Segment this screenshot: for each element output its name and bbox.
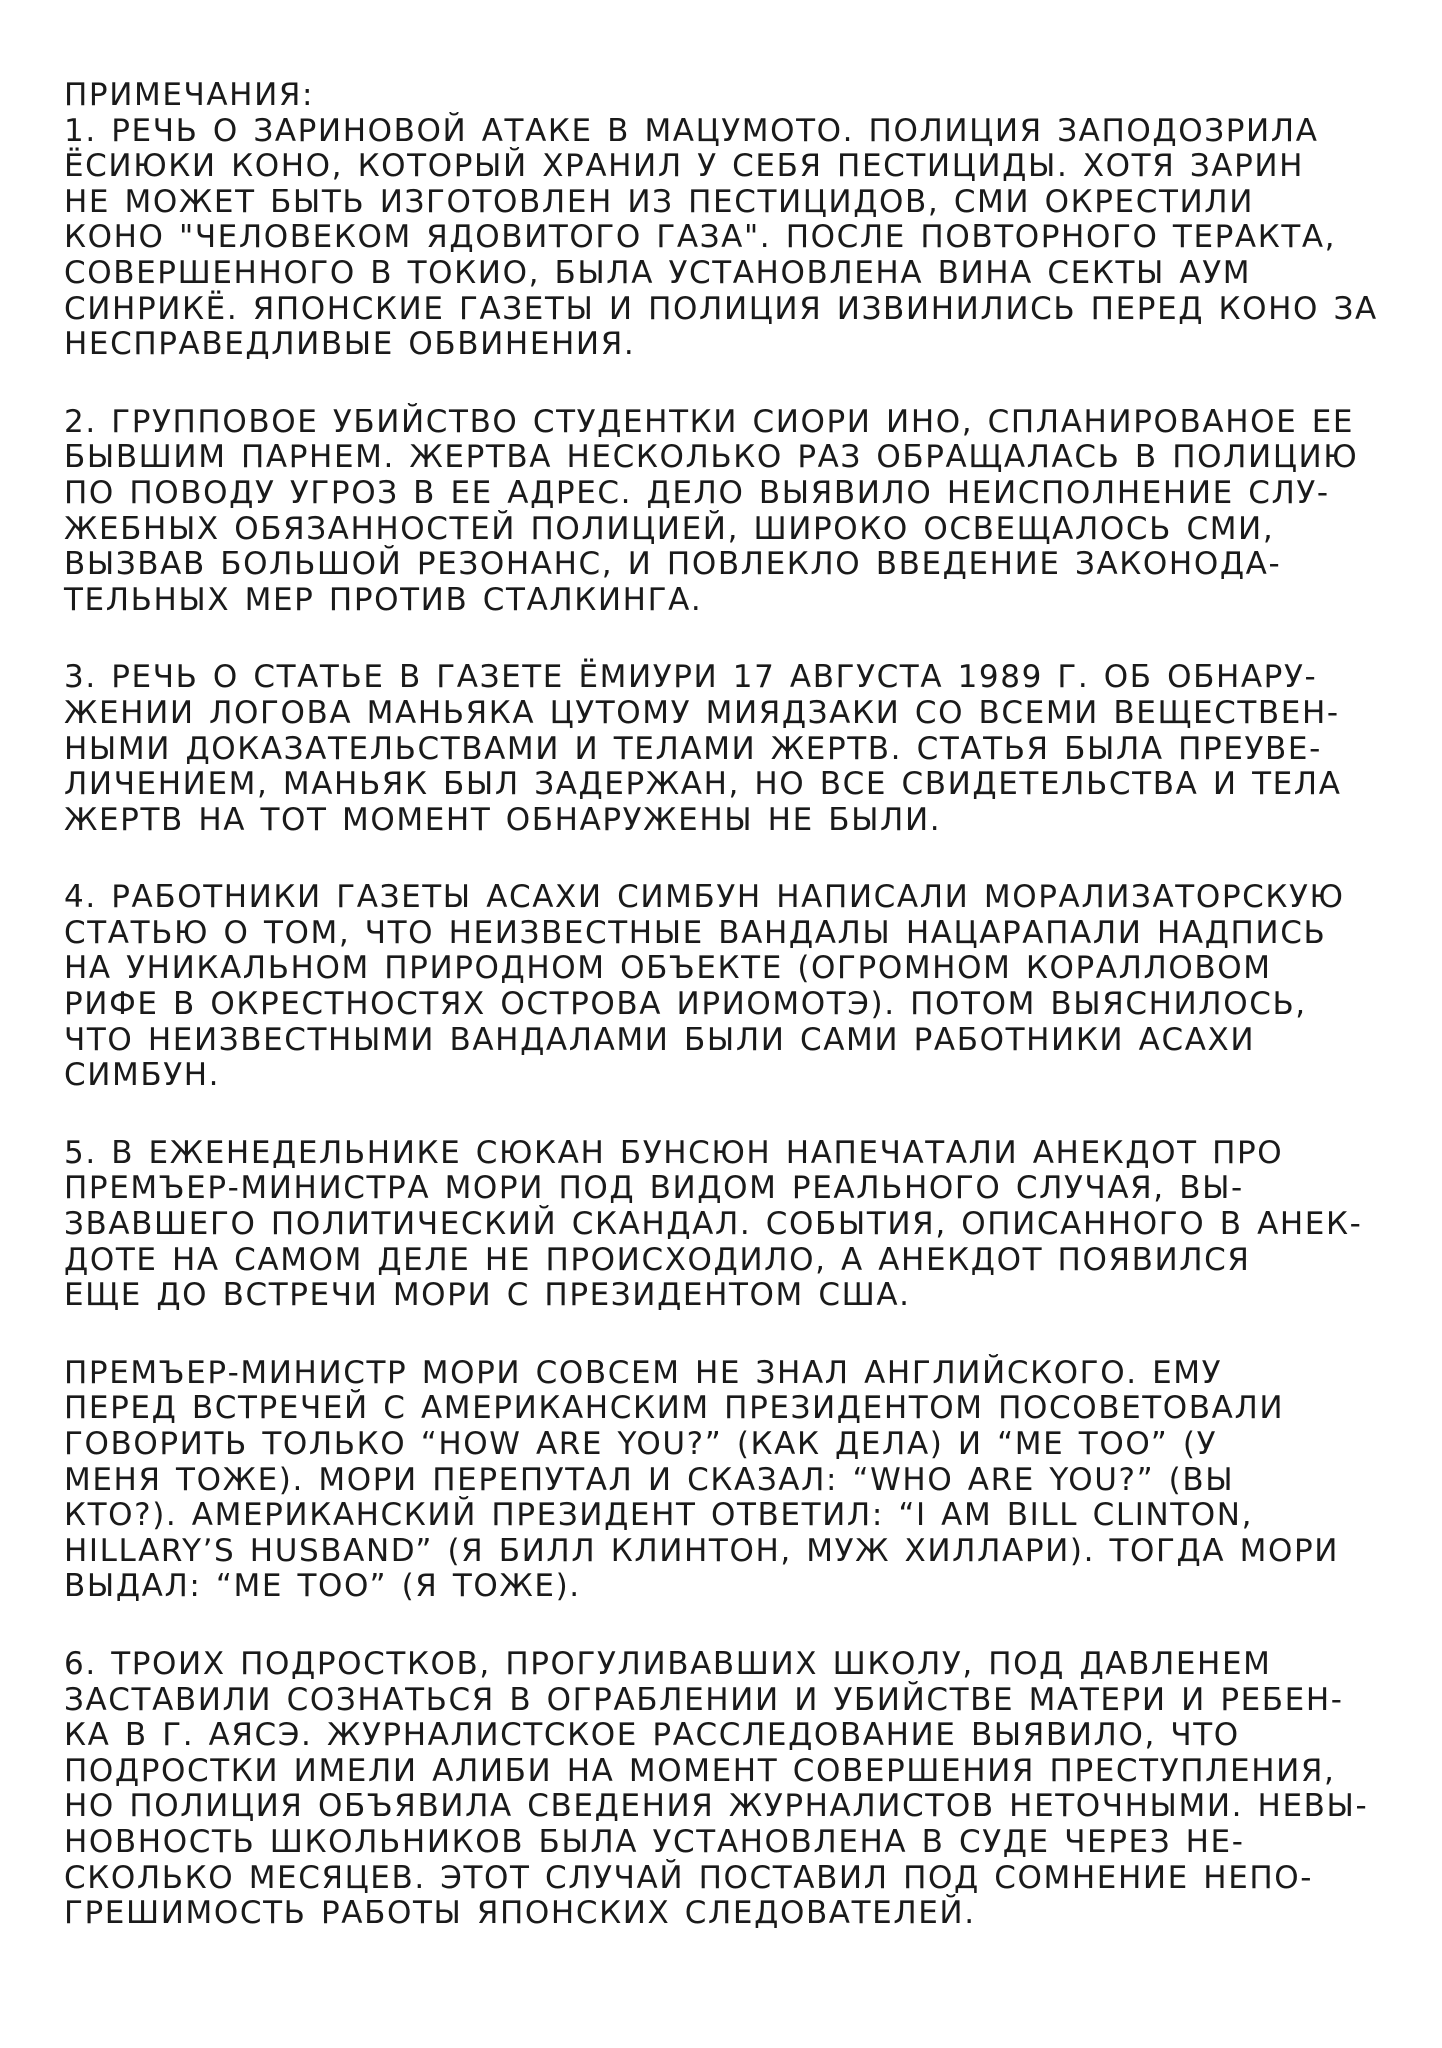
note-line: 6. ТРОИХ ПОДРОСТКОВ, ПРОГУЛИВАВШИХ ШКОЛУ, ПОД ДАВЛЕНЕМ	[64, 1645, 1272, 1682]
note-1	[64, 112, 1378, 363]
note-line: ПРЕМЪЕР-МИНИСТРА МОРИ ПОД ВИДОМ РЕАЛЬНОГО СЛУЧАЯ, ВЫ-	[64, 1170, 1244, 1207]
note-line: СОВЕРШЕННОГО В ТОКИО, БЫЛА УСТАНОВЛЕНА ВИНА СЕКТЫ АУМ	[64, 254, 1252, 291]
notes-text	[64, 77, 1378, 1974]
note-line: ПЕРЕД ВСТРЕЧЕЙ С АМЕРИКАНСКИМ ПРЕЗИДЕНТОМ ПОСОВЕТОВАЛИ	[64, 1390, 1285, 1427]
note-line: ПРЕМЪЕР-МИНИСТР МОРИ СОВСЕМ НЕ ЗНАЛ АНГЛИЙСКОГО. ЕМУ	[64, 1354, 1223, 1391]
note-line: ВЫЗВАВ БОЛЬШОЙ РЕЗОНАНС, И ПОВЛЕКЛО ВВЕДЕНИЕ ЗАКОНОДА-	[64, 546, 1282, 583]
note-line: ЗВАВШЕГО ПОЛИТИЧЕСКИЙ СКАНДАЛ. СОБЫТИЯ, ОПИСАННОГО В АНЕК-	[64, 1206, 1363, 1243]
note-line: КОНО "ЧЕЛОВЕКОМ ЯДОВИТОГО ГАЗА". ПОСЛЕ ПОВТОРНОГО ТЕРАКТА,	[64, 219, 1337, 256]
note-line: ВЫДАЛ: “ME TOO” (Я ТОЖЕ).	[64, 1568, 581, 1605]
note-line: БЫВШИМ ПАРНЕМ. ЖЕРТВА НЕСКОЛЬКО РАЗ ОБРАЩАЛАСЬ В ПОЛИЦИЮ	[64, 439, 1359, 476]
note-line: ЛИЧЕНИЕМ, МАНЬЯК БЫЛ ЗАДЕРЖАН, НО ВСЕ СВИДЕТЕЛЬСТВА И ТЕЛА	[64, 766, 1342, 803]
note-3	[64, 660, 1374, 838]
notes-heading: ПРИМЕЧАНИЯ:	[64, 77, 315, 113]
note-line: НОВНОСТЬ ШКОЛЬНИКОВ БЫЛА УСТАНОВЛЕНА В СУДЕ ЧЕРЕЗ НЕ-	[64, 1823, 1245, 1860]
note-5	[64, 1136, 1374, 1314]
note-line: МЕНЯ ТОЖЕ). МОРИ ПЕРЕПУТАЛ И СКАЗАЛ: “WHO ARE YOU?” (ВЫ	[64, 1461, 1235, 1498]
note-line: 5. В ЕЖЕНЕДЕЛЬНИКЕ СЮКАН БУНСЮН НАПЕЧАТАЛИ АНЕКДОТ ПРО	[64, 1134, 1284, 1171]
note-line: СИМБУН.	[64, 1057, 221, 1094]
note-line: ЖЕБНЫХ ОБЯЗАННОСТЕЙ ПОЛИЦИЕЙ, ШИРОКО ОСВЕЩАЛОСЬ СМИ,	[64, 510, 1275, 547]
note-2	[64, 405, 1374, 619]
note-line: 4. РАБОТНИКИ ГАЗЕТЫ АСАХИ СИМБУН НАПИСАЛИ МОРАЛИЗАТОРСКУЮ	[64, 879, 1345, 916]
note-line: HILLARY’S HUSBAND” (Я БИЛЛ КЛИНТОН, МУЖ ХИЛЛАРИ). ТОГДА МОРИ	[64, 1532, 1340, 1569]
note-line: ЁСИЮКИ КОНО, КОТОРЫЙ ХРАНИЛ У СЕБЯ ПЕСТИЦИДЫ. ХОТЯ ЗАРИН	[64, 148, 1305, 185]
note-line: ЖЕНИИ ЛОГОВА МАНЬЯКА ЦУТОМУ МИЯДЗАКИ СО ВСЕМИ ВЕЩЕСТВЕН-	[64, 694, 1340, 731]
note-line: СИНРИКЁ. ЯПОНСКИЕ ГАЗЕТЫ И ПОЛИЦИЯ ИЗВИНИЛИСЬ ПЕРЕД КОНО ЗА	[64, 290, 1378, 327]
note-line: ТЕЛЬНЫХ МЕР ПРОТИВ СТАЛКИНГА.	[64, 581, 703, 618]
note-line: НЕ МОЖЕТ БЫТЬ ИЗГОТОВЛЕН ИЗ ПЕСТИЦИДОВ, СМИ ОКРЕСТИЛИ	[64, 183, 1255, 220]
note-line: НО ПОЛИЦИЯ ОБЪЯВИЛА СВЕДЕНИЯ ЖУРНАЛИСТОВ НЕТОЧНЫМИ. НЕВЫ-	[64, 1788, 1369, 1825]
note-line: 3. РЕЧЬ О СТАТЬЕ В ГАЗЕТЕ ЁМИУРИ 17 АВГУСТА 1989 Г. ОБ ОБНАРУ-	[64, 659, 1318, 696]
note-line: 2. ГРУППОВОЕ УБИЙСТВО СТУДЕНТКИ СИОРИ ИНО, СПЛАНИРОВАНОЕ ЕЕ	[64, 403, 1355, 440]
note-line: НА УНИКАЛЬНОМ ПРИРОДНОМ ОБЪЕКТЕ (ОГРОМНОМ КОРАЛЛОВОМ	[64, 950, 1272, 987]
note-line: СКОЛЬКО МЕСЯЦЕВ. ЭТОТ СЛУЧАЙ ПОСТАВИЛ ПОД СОМНЕНИЕ НЕПО-	[64, 1859, 1314, 1896]
note-5-anecdote	[64, 1356, 1374, 1605]
note-line: ГРЕШИМОСТЬ РАБОТЫ ЯПОНСКИХ СЛЕДОВАТЕЛЕЙ.	[64, 1895, 976, 1932]
note-line: ЧТО НЕИЗВЕСТНЫМИ ВАНДАЛАМИ БЫЛИ САМИ РАБОТНИКИ АСАХИ	[64, 1021, 1256, 1058]
note-line: НЕСПРАВЕДЛИВЫЕ ОБВИНЕНИЯ.	[64, 326, 636, 363]
note-line: РИФЕ В ОКРЕСТНОСТЯХ ОСТРОВА ИРИОМОТЭ). ПОТОМ ВЫЯСНИЛОСЬ,	[64, 986, 1307, 1023]
note-line: ПОДРОСТКИ ИМЕЛИ АЛИБИ НА МОМЕНТ СОВЕРШЕНИЯ ПРЕСТУПЛЕНИЯ,	[64, 1752, 1336, 1789]
note-line: СТАТЬЮ О ТОМ, ЧТО НЕИЗВЕСТНЫЕ ВАНДАЛЫ НАЦАРАПАЛИ НАДПИСЬ	[64, 914, 1327, 951]
note-line: ПО ПОВОДУ УГРОЗ В ЕЕ АДРЕС. ДЕЛО ВЫЯВИЛО НЕИСПОЛНЕНИЕ СЛУ-	[64, 474, 1330, 511]
note-line: 1. РЕЧЬ О ЗАРИНОВОЙ АТАКЕ В МАЦУМОТО. ПОЛИЦИЯ ЗАПОДОЗРИЛА	[64, 112, 1319, 149]
note-line: НЫМИ ДОКАЗАТЕЛЬСТВАМИ И ТЕЛАМИ ЖЕРТВ. СТАТЬЯ БЫЛА ПРЕУВЕ-	[64, 730, 1322, 767]
note-line: ЗАСТАВИЛИ СОЗНАТЬСЯ В ОГРАБЛЕНИИ И УБИЙСТВЕ МАТЕРИ И РЕБЕН-	[64, 1681, 1344, 1718]
note-4	[64, 880, 1374, 1094]
note-6	[64, 1647, 1374, 1932]
note-line: КТО?). АМЕРИКАНСКИЙ ПРЕЗИДЕНТ ОТВЕТИЛ: “I AM BILL CLINTON,	[64, 1497, 1254, 1534]
note-line: ГОВОРИТЬ ТОЛЬКО “HOW ARE YOU?” (КАК ДЕЛА) И “ME TOO” (У	[64, 1426, 1218, 1462]
note-line: ДОТЕ НА САМОМ ДЕЛЕ НЕ ПРОИСХОДИЛО, А АНЕКДОТ ПОЯВИЛСЯ	[64, 1241, 1251, 1278]
note-line: КА В Г. АЯСЭ. ЖУРНАЛИСТСКОЕ РАССЛЕДОВАНИЕ ВЫЯВИЛО, ЧТО	[64, 1717, 1240, 1754]
note-line: ЕЩЕ ДО ВСТРЕЧИ МОРИ С ПРЕЗИДЕНТОМ США.	[64, 1277, 911, 1314]
note-line: ЖЕРТВ НА ТОТ МОМЕНТ ОБНАРУЖЕНЫ НЕ БЫЛИ.	[64, 801, 942, 838]
